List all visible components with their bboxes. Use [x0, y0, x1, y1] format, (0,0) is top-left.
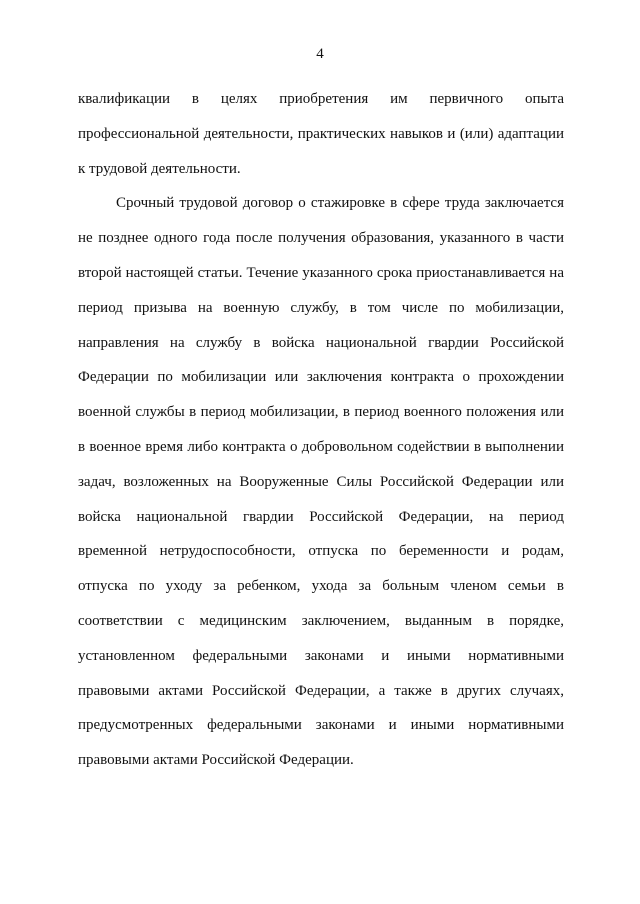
text-line: войска национальной гвардии Российской Федерации, на период [78, 508, 564, 525]
text-line: временной нетрудоспособности, отпуска по беременности и родам, [78, 543, 564, 560]
text-line: профессиональной деятельности, практических навыков и (или) адаптации [78, 125, 564, 142]
text-line: предусмотренных федеральными законами и иными нормативными [78, 717, 564, 734]
text-line: период призыва на военную службу, в том числе по мобилизации, [78, 299, 564, 316]
text-line: не позднее одного года после получения образования, указанного в части [78, 230, 564, 247]
text-line: направления на службу в войска национальной гвардии Российской [78, 334, 564, 351]
text-line: задач, возложенных на Вооруженные Силы Российской Федерации или [78, 473, 564, 490]
text-line: правовыми актами Российской Федерации, а также в других случаях, [78, 682, 564, 699]
text-line: квалификации в целях приобретения им первичного опыта [78, 91, 564, 107]
text-line: соответствии с медицинским заключением, выданным в порядке, [78, 612, 564, 629]
text-line: правовыми актами Российской Федерации. [78, 752, 354, 769]
text-line: Срочный трудовой договор о стажировке в сфере труда заключается [116, 195, 564, 212]
text-line: к трудовой деятельности. [78, 160, 241, 177]
document-body [78, 82, 564, 778]
text-line: установленном федеральными законами и иными нормативными [78, 647, 564, 664]
text-line: второй настоящей статьи. Течение указанного срока приостанавливается на [78, 264, 564, 281]
text-line: военной службы в период мобилизации, в период военного положения или [78, 404, 564, 421]
text-line: в военное время либо контракта о добровольном содействии в выполнении [78, 438, 564, 455]
page-number: 4 [316, 46, 324, 62]
text-line: отпуска по уходу за ребенком, ухода за больным членом семьи в [78, 578, 564, 595]
text-line: Федерации по мобилизации или заключения контракта о прохождении [78, 369, 564, 386]
